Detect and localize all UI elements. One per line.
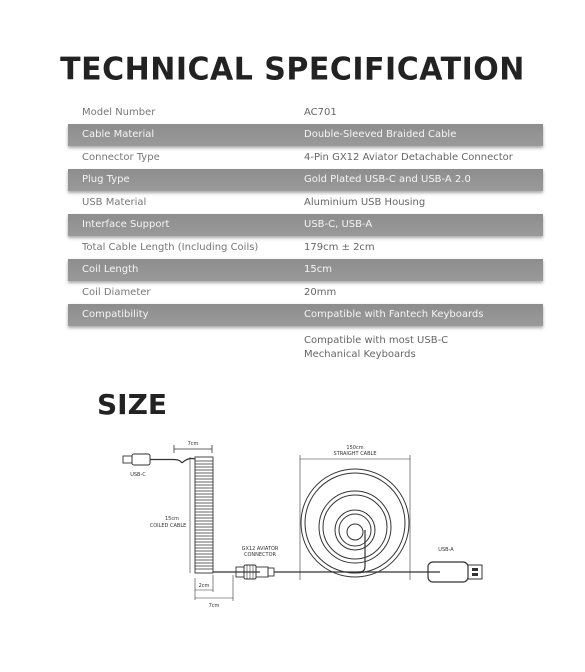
spec-value: 15cm: [304, 264, 332, 276]
usb-c-label: USB-C: [130, 472, 146, 478]
spec-row: [68, 169, 543, 192]
spec-row: [68, 304, 543, 327]
spec-row: [68, 236, 543, 259]
usb-c-plug-body: [132, 454, 150, 465]
size-title: SIZE: [97, 388, 168, 421]
bottom-dimension-label: 7cm: [208, 603, 220, 609]
spec-label: Total Cable Length (Including Coils): [82, 241, 259, 253]
aviator-label: GX12 AVIATOR: [241, 546, 279, 552]
coil-entry: [182, 459, 195, 464]
spec-row: [68, 101, 543, 124]
spec-value: 20mm: [304, 286, 337, 298]
compatibility-extra-line: Mechanical Keyboards: [304, 349, 416, 360]
spec-label: USB Material: [82, 196, 147, 208]
spec-value: Compatible with Fantech Keyboards: [304, 309, 484, 321]
straight-cable: [274, 530, 365, 572]
spec-table: [68, 101, 543, 326]
spec-row: [68, 259, 543, 282]
coil-bottom-dimension-label: 2cm: [198, 583, 210, 589]
spec-label: Connector Type: [82, 151, 160, 163]
spec-row: [68, 281, 543, 304]
spec-row: [68, 146, 543, 169]
spec-value: 179cm ± 2cm: [304, 241, 375, 253]
aviator-label: CONNECTOR: [243, 552, 277, 558]
spec-value: USB-C, USB-A: [304, 219, 373, 231]
compatibility-extra-line: Compatible with most USB-C: [304, 335, 449, 346]
usb-c-plug-tip: [123, 456, 132, 463]
top-dimension-label: 7cm: [187, 441, 199, 447]
spec-label: Coil Diameter: [82, 286, 151, 298]
coil-label: COILED CABLE: [149, 523, 187, 529]
spec-label: Compatibility: [82, 309, 149, 321]
spec-value: Double-Sleeved Braided Cable: [304, 129, 457, 141]
spec-value: AC701: [304, 106, 337, 118]
coil-length-label: 15cm: [165, 516, 179, 522]
spec-label: Plug Type: [82, 174, 130, 186]
compatibility-extra: [304, 334, 504, 362]
page-title: TECHNICAL SPECIFICATION: [60, 51, 525, 88]
spec-value: Gold Plated USB-C and USB-A 2.0: [304, 174, 471, 186]
straight-label: STRAIGHT CABLE: [333, 451, 377, 457]
spec-row: [68, 124, 543, 147]
usb-a-label: USB-A: [438, 547, 454, 553]
spec-value: 4-Pin GX12 Aviator Detachable Connector: [304, 151, 513, 163]
spec-row: [68, 214, 543, 237]
coiled-cable: [195, 457, 213, 573]
wound-cable: [301, 469, 409, 577]
spec-value: Aluminium USB Housing: [304, 196, 426, 208]
spec-label: Coil Length: [82, 264, 139, 276]
spec-label: Model Number: [82, 106, 156, 118]
cable-size-diagram: [110, 435, 490, 620]
usb-c-cable: [150, 460, 182, 464]
spec-row: [68, 191, 543, 214]
straight-length-label: 150cm: [346, 445, 364, 451]
spec-label: Interface Support: [82, 219, 170, 231]
spec-label: Cable Material: [82, 129, 155, 141]
